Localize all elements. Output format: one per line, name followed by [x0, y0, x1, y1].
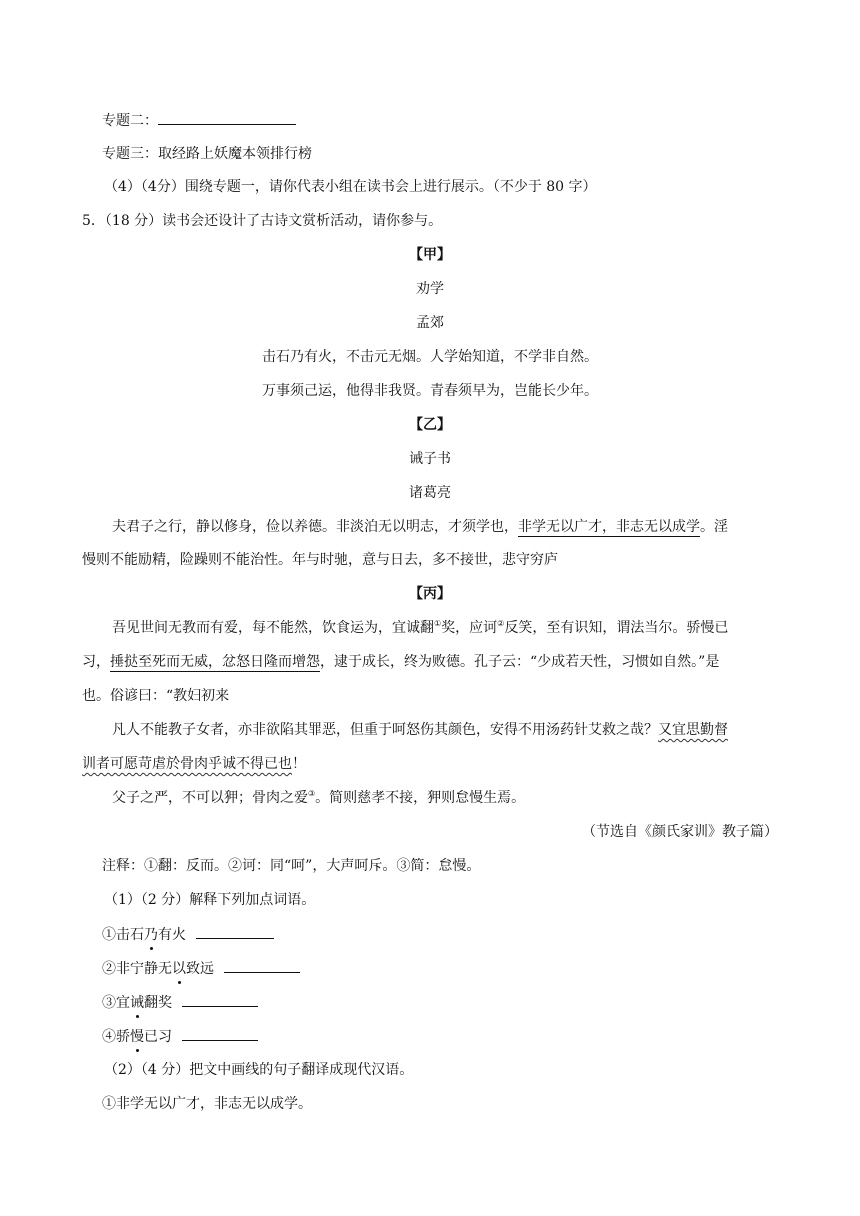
topic2-label: 专题二：	[102, 113, 158, 129]
item-text: ③宜	[102, 995, 130, 1011]
question-4-4: （4）（4分）围绕专题一，请你代表小组在读书会上进行展示。（不少于 80 字）	[104, 179, 597, 195]
dotted-word: 诫	[130, 995, 144, 1011]
answer-blank-1[interactable]	[196, 924, 274, 939]
bing-underlined-sentence: 捶挞至死而无威，忿怒日隆而增怨	[110, 654, 320, 670]
poem-line-1: 击石乃有火，不击元无烟。人学始知道，不学非自然。	[262, 349, 598, 365]
bing-text: 凡人不能教子女者，亦非欲陷其罪恶，但重于呵怒伤其颜色，安得不用汤药针艾救之哉？	[112, 722, 658, 738]
yi-text: 才须学也，	[448, 519, 518, 535]
sub1-item-4	[102, 1026, 258, 1047]
answer-blank-2[interactable]	[224, 958, 300, 973]
bing-text: 习，	[82, 654, 110, 670]
item-text: 有火	[158, 927, 186, 943]
dotted-word: 以	[172, 961, 186, 977]
topic2-answer-blank[interactable]	[158, 110, 296, 125]
bing-wavy-sentence: 又宜思勤督	[658, 722, 728, 738]
bing-paragraph-line-6	[112, 788, 525, 808]
section-jia-label: 【甲】	[409, 247, 451, 263]
topic3-line: 专题三：取经路上妖魔本领排行榜	[102, 146, 312, 162]
item-text: 致远	[186, 961, 214, 977]
yi-text: 夫君子之行，静以修身，俭以养德。非淡泊无以明志，	[112, 519, 448, 535]
essay-title: 诫子书	[409, 451, 451, 467]
essay-author: 诸葛亮	[409, 485, 451, 501]
topic2-line	[102, 110, 296, 131]
bing-paragraph-line-4	[112, 720, 728, 740]
question-5-header: 5．（18 分）读书会还设计了古诗文赏析活动，请你参与。	[82, 213, 443, 229]
item-text: 翻奖	[144, 995, 172, 1011]
section-yi-label: 【乙】	[409, 417, 451, 433]
answer-blank-4[interactable]	[182, 1026, 258, 1041]
sub1-item-2	[102, 958, 300, 979]
sub-question-1-title: （1）（2 分）解释下列加点词语。	[104, 892, 316, 908]
footnote-marker-1: ①	[434, 619, 442, 628]
yi-text: 。淫	[700, 519, 728, 535]
poem-title: 劝学	[416, 281, 444, 297]
bing-source: （节选自《颜氏家训》教子篇）	[582, 824, 778, 840]
annotation-notes: 注释：①翻：反而。②诃：同“呵”，大声呵斥。③简：怠慢。	[102, 858, 481, 874]
sub-question-2-title: （2）（4 分）把文中画线的句子翻译成现代汉语。	[104, 1062, 414, 1078]
bing-paragraph-line-2	[82, 652, 719, 672]
poem-author: 孟郊	[416, 315, 444, 331]
item-text: ①击石	[102, 927, 144, 943]
bing-text: ，逮于成长，终为败德。孔子云：“少成若天性，习惯如自然。”是	[320, 654, 720, 670]
item-text: ②非宁静无	[102, 961, 172, 977]
yi-paragraph-line-1	[112, 517, 728, 537]
bing-text: 反笑，至有识知，谓法当尔。骄慢已	[504, 620, 729, 636]
bing-text: 。简则慈孝不接，狎则怠慢生焉。	[315, 790, 526, 806]
footnote-marker-2: ②	[497, 619, 505, 628]
bing-wavy-sentence: 训者可愿苛虐於骨肉乎诚不得已也	[82, 756, 292, 772]
sub2-item-1: ①非学无以广才，非志无以成学。	[102, 1096, 312, 1112]
item-text: 已习	[144, 1029, 172, 1045]
sub1-item-1	[102, 924, 274, 945]
bing-text: 吾见世间无教而有爱，每不能然，饮食运为，宜诚翻	[112, 620, 434, 636]
bing-paragraph-line-3: 也。俗谚曰：“教妇初来	[82, 688, 230, 704]
bing-paragraph-line-1	[112, 618, 728, 638]
footnote-marker-3: ③	[308, 789, 316, 798]
bing-paragraph-line-5	[82, 754, 306, 774]
bing-text: ！	[292, 756, 306, 772]
bing-text: 奖，应诃	[441, 620, 498, 636]
yi-underlined-sentence: 非学无以广才，非志无以成学	[518, 519, 700, 535]
sub1-item-3	[102, 992, 258, 1013]
bing-text: 父子之严，不可以狎；骨肉之爱	[112, 790, 308, 806]
answer-blank-3[interactable]	[182, 992, 258, 1007]
section-bing-label: 【丙】	[409, 586, 451, 602]
poem-line-2: 万事须己运，他得非我贤。青春须早为，岂能长少年。	[262, 383, 598, 399]
dotted-word: 慢	[130, 1029, 144, 1045]
yi-paragraph-line-2: 慢则不能励精，险躁则不能治性。年与时驰，意与日去，多不接世，悲守穷庐	[82, 552, 558, 568]
dotted-word: 乃	[144, 927, 158, 943]
item-text: ④骄	[102, 1029, 130, 1045]
